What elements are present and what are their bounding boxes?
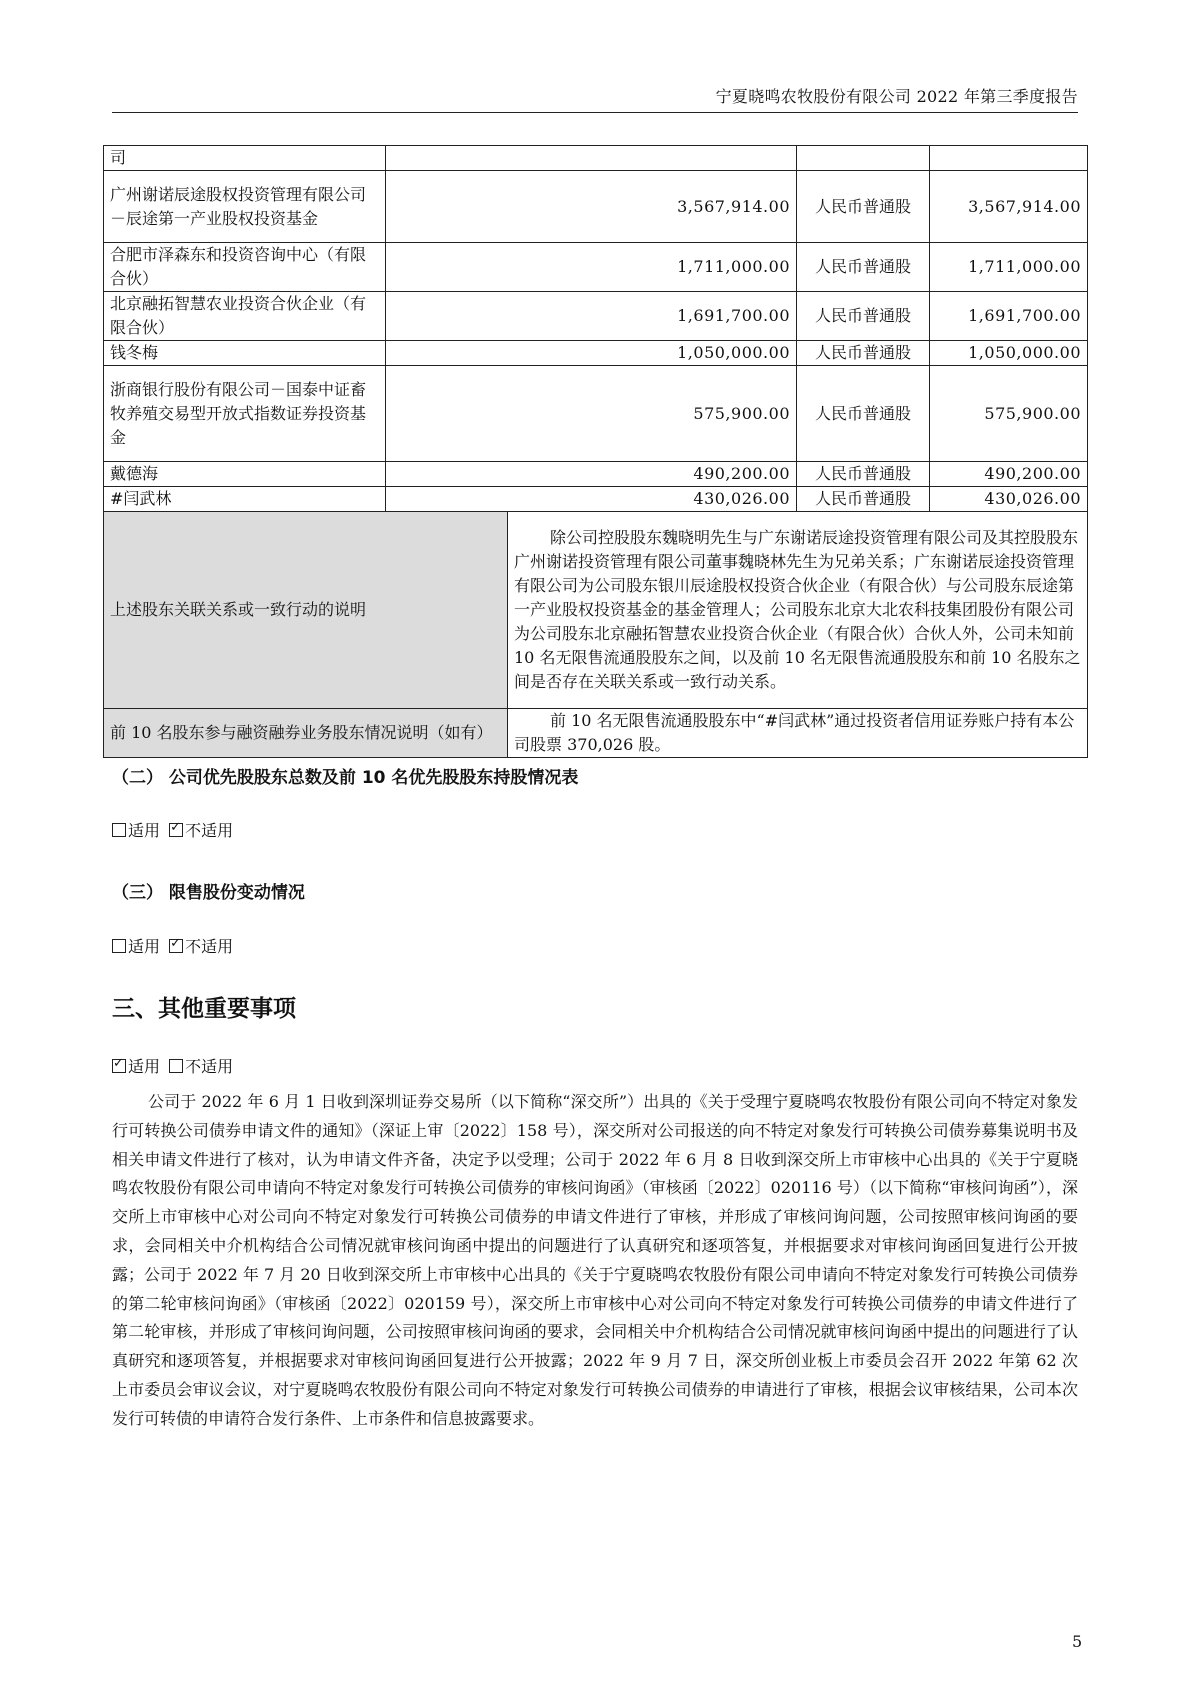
section-restricted-shares-title: （三） 限售股份变动情况 [112, 883, 305, 903]
holder-name: 浙商银行股份有限公司－国泰中证畜牧养殖交易型开放式指数证券投资基金 [104, 366, 386, 462]
table-row [104, 292, 1088, 341]
share-type: 人民币普通股 [797, 462, 930, 487]
share-type: 人民币普通股 [797, 366, 930, 462]
page-header [112, 78, 1078, 113]
holder-shares: 1,050,000.00 [386, 341, 797, 366]
share-amount: 1,050,000.00 [930, 341, 1088, 366]
table-row [104, 243, 1088, 292]
table-row [104, 146, 1088, 171]
table-row [104, 462, 1088, 487]
share-amount: 490,200.00 [930, 462, 1088, 487]
margin-text: 前 10 名无限售流通股股东中“#闫武林”通过投资者信用证券账户持有本公司股票 370,026 股。 [514, 711, 1075, 754]
shareholder-table [103, 145, 1088, 758]
share-amount: 575,900.00 [930, 366, 1088, 462]
holder-name: 广州谢诺辰途股权投资管理有限公司－辰途第一产业股权投资基金 [104, 171, 386, 243]
share-amount [930, 146, 1088, 171]
header-title: 宁夏晓鸣农牧股份有限公司 2022 年第三季度报告 [715, 87, 1078, 106]
share-amount: 430,026.00 [930, 487, 1088, 512]
holder-name: 戴德海 [104, 462, 386, 487]
table-row [104, 341, 1088, 366]
share-type: 人民币普通股 [797, 243, 930, 292]
holder-shares: 3,567,914.00 [386, 171, 797, 243]
holder-name: 北京融拓智慧农业投资合伙企业（有限合伙） [104, 292, 386, 341]
not-applicable-label: 不适用 [185, 1057, 234, 1076]
holder-shares: 490,200.00 [386, 462, 797, 487]
share-type: 人民币普通股 [797, 292, 930, 341]
table-row [104, 171, 1088, 243]
section3-applicability [112, 934, 233, 957]
checkbox-unchecked-icon [169, 1059, 183, 1073]
holder-name: #闫武林 [104, 487, 386, 512]
margin-row [104, 709, 1088, 758]
checkbox-checked-icon [169, 823, 183, 837]
share-type: 人民币普通股 [797, 171, 930, 243]
holder-name: 合肥市泽森东和投资咨询中心（有限合伙） [104, 243, 386, 292]
applicable-label: 适用 [128, 821, 161, 840]
holder-name: 钱冬梅 [104, 341, 386, 366]
body-paragraph: 公司于 2022 年 6 月 1 日收到深圳证券交易所（以下简称“深交所”）出具的《关于受理宁夏晓鸣农牧股份有限公司向不特定对象发行可转换公司债券申请文件的通知》（深证上审〔2022〕158 号），深交所对公司报送的向不特定对象发行可转换公司债券募集说明书及相关申请文件进行了核对，认为申请文件齐备，决定予以受理；公司于 2022 年 6 月 8 日收到深交所上市审核中心出具的《关于宁夏晓鸣农牧股份有限公司申请向不特定对象发行可转换公司债券的审核问询函》（审核函〔2022〕020116 号）（以下简称“审核问询函”），深交所上市审核中心对公司向不特定对象发行可转换公司债券的申请文件进行了审核，并形成了审核问询问题，公司按照审核问询函的要求，会同相关中介机构结合公司情况就审核问询函中提出的问题进行了认真研究和逐项答复，并根据要求对审核问询函回复进行公开披露；公司于 2022 年 7 月 20 日收到深交所上市审核中心出具的《关于宁夏晓鸣农牧股份有限公司申请向不特定对象发行可转换公司债券的第二轮审核问询函》（审核函〔2022〕020159 号），深交所上市审核中心对公司向不特定对象发行可转换公司债券的申请文件进行了第二轮审核，并形成了审核问询问题，公司按照审核问询函的要求，会同相关中介机构结合公司情况就审核问询函中提出的问题进行了认真研究和逐项答复，并根据要求对审核问询函回复进行公开披露；2022 年 9 月 7 日，深交所创业板上市委员会召开 2022 年第 62 次上市委员会审议会议，对宁夏晓鸣农牧股份有限公司向不特定对象发行可转换公司债券的申请进行了审核，根据会议审核结果，公司本次发行可转债的申请符合发行条件、上市条件和信息披露要求。 [112, 1092, 1078, 1428]
relation-text: 除公司控股股东魏晓明先生与广东谢诺辰途投资管理有限公司及其控股股东广州谢诺投资管理有限公司董事魏晓林先生为兄弟关系；广东谢诺辰途投资管理有限公司为公司股东银川辰途股权投资合伙企业（有限合伙）与公司股东辰途第一产业股权投资基金的基金管理人；公司股东北京大北农科技集团股份有限公司为公司股东北京融拓智慧农业投资合伙企业（有限合伙）合伙人外，公司未知前 10 名无限售流通股股东之间，以及前 10 名无限售流通股股东和前 10 名股东之间是否存在关联关系或一致行动关系。 [514, 528, 1081, 691]
not-applicable-label: 不适用 [185, 937, 234, 956]
holder-name: 司 [104, 146, 386, 171]
relation-label: 上述股东关联关系或一致行动的说明 [104, 512, 508, 709]
checkbox-unchecked-icon [112, 939, 126, 953]
chapter-title: 三、其他重要事项 [112, 996, 296, 1022]
share-amount: 1,711,000.00 [930, 243, 1088, 292]
holder-shares: 575,900.00 [386, 366, 797, 462]
not-applicable-label: 不适用 [185, 821, 234, 840]
share-amount: 3,567,914.00 [930, 171, 1088, 243]
share-type: 人民币普通股 [797, 341, 930, 366]
section2-applicability [112, 818, 233, 841]
chapter3-applicability [112, 1054, 233, 1077]
page-number: 5 [1072, 1632, 1083, 1651]
checkbox-checked-icon [112, 1059, 126, 1073]
checkbox-unchecked-icon [112, 823, 126, 837]
applicable-label: 适用 [128, 1057, 161, 1076]
holder-shares: 1,691,700.00 [386, 292, 797, 341]
applicable-label: 适用 [128, 937, 161, 956]
holder-shares: 1,711,000.00 [386, 243, 797, 292]
margin-text-cell [508, 709, 1088, 758]
table-row [104, 487, 1088, 512]
checkbox-checked-icon [169, 939, 183, 953]
relation-row [104, 512, 1088, 709]
share-type: 人民币普通股 [797, 487, 930, 512]
relation-text-cell [508, 512, 1088, 709]
section-preferred-shares-title: （二） 公司优先股股东总数及前 10 名优先股股东持股情况表 [112, 768, 579, 788]
holder-shares [386, 146, 797, 171]
holder-shares: 430,026.00 [386, 487, 797, 512]
share-amount: 1,691,700.00 [930, 292, 1088, 341]
margin-label: 前 10 名股东参与融资融券业务股东情况说明（如有） [104, 709, 508, 758]
table-row [104, 366, 1088, 462]
share-type [797, 146, 930, 171]
